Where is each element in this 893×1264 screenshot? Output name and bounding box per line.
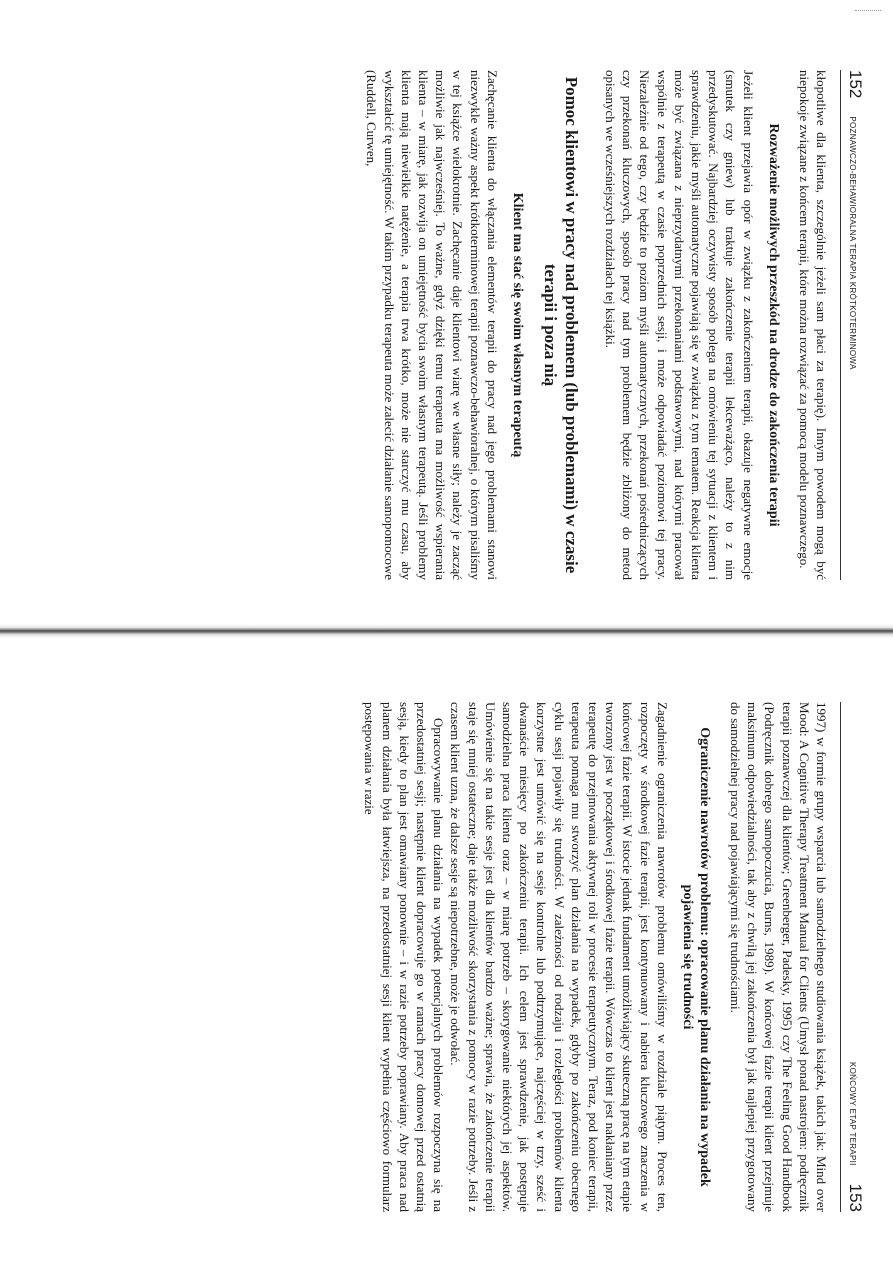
running-head-title: KOŃCOWY ETAP TERAPII [848,1061,857,1166]
paragraph: Jeżeli klient przejawia opór w związku z zakończeniem terapii, okazuje negatywne emocje (smutek czy gniew) lub traktuje zakończenie terapii lekceważąco, należy to z nim przedyskutować. Najbardziej oczywisty sposób polega na omówieniu tej sytuacji z klientem i sprawdzeniu, jakie myśli automatyczne pojawiają się w związku z tym tematem. Reakcja klienta może być związana z nieprzydatnymi przekonaniami podstawowymi, nad którymi pracował wspólnie z terapeutą w czasie poprzednich sesji, i może odpowiadać poziomowi tej pracy. Niezależnie od tego, czy będzie to poziom myśli automatycznych, przekonań pośredniczących czy przekonań kluczowych, sposób pracy nad tym problemem będzie zbliżony do metod opisanych we wcześniejszych rozdziałach tej książki. [602,70,756,580]
running-head-title: POZNAWCZO-BEHAWIORALNA TERAPIA KRÓTKOTERMINOWA [848,116,857,370]
section-heading: Rozważenie możliwych przeszkód na drodze do zakończenia terapii [765,123,781,527]
chapter-section-heading: Pomoc klientowi w pracy nad problemem (lub problemami) w czasie terapii i poza nią [540,76,581,574]
running-head-152 [840,70,865,580]
paragraph: 1997) w formie grupy wsparcia lub samodzielnego studiowania książek, takich jak: Mind over Mood: A Cognitive Therapy Treatment Manual for Clients (Umysł ponad nastrojem: podręcznik terapii poznawczej dla klientów; Greenberger, Padesky, 1995) czy The Feeling Good Handbook (Podręcznik dobrego samopoczucia, Burns, 1989). W końcowej fazie terapii klient przejmuje maksimum odpowiedzialności, tak aby z chwilą jej zakończenia był jak najlepiej przygotowany do samodzielnej pracy nad pojawiającymi się trudnościami. [727,702,829,1212]
running-head-153 [840,702,865,1212]
page-number: 153 [846,1183,865,1212]
paragraph: Zagadnienie ograniczenia nawrotów problemu omówiliśmy w rozdziale piątym. Proces ten, rozpoczęty w środkowej fazie terapii, jest kontynuowany i nabiera kluczowego znaczenia w końcowej fazie terapii. W istocie jednak fundament umożliwiający skuteczną pracę na tym etapie tworzony jest w początkowej i środkowej fazie terapii. Wówczas to klient jest nakłaniany przez terapeutę do przejmowania aktywnej roli w procesie terapeutycznym. Teraz, pod koniec terapii, terapeuta pomaga mu stworzyć plan działania na wypadek, gdyby po zakończeniu obecnego cyklu sesji pojawiły się trudności. W zależności od rodzaju i rozległości problemów klienta korzystne jest umówić się na sesje kontrolne lub podtrzymujące, najczęściej w trzy, sześć i dwanaście miesięcy po zakończeniu terapii. Ich celem jest sprawdzenie, jak postępuje samodzielna praca klienta oraz – w miarę potrzeb – skorygowanie niektórych jej aspektów. Umówienie się na takie sesje jest dla klientów bardzo ważne; sprawia, że zakończenie terapii staje się mniej ostateczne; daje także możliwość skorzystania z pomocy w razie potrzeby. Jeśli z czasem klient uzna, że dalsze sesje są niepotrzebne, może je odwołać. [448,702,670,1212]
page-number: 152 [846,70,865,99]
paragraph: kłopotliwe dla klienta, szczególnie jeżeli sam płaci za terapię). Innym powodem mogą być niepokoje związane z końcem terapii, które można rozwiązać za pomocą modelu poznawczego. [796,70,829,580]
section-heading: Klient ma stać się swoim własnym terapeutą [509,192,525,458]
page-153 [0,632,893,1264]
paragraph: Zachęcanie klienta do włączania elementów terapii do pracy nad jego problemami stanowi niezwykle ważny aspekt krótkoterminowej terapii poznawczo-behawioralnej, o którym pisaliśmy w tej książce wielokrotnie. Zachęcanie daje klientowi wiarę we własne siły; należy je zacząć możliwie jak najwcześniej. To ważne, gdyż dzięki temu terapeuta ma możliwość wspierania klienta – w miarę, jak rozwija on umiejętność bycia swoim własnym terapeutą. Jeśli problemy klienta mają niewielkie natężenie, a terapia trwa krótko, może nie starczyć mu czasu, aby wykształcić tę umiejętność. W takim przypadku terapeuta może zalecić działanie samopomocowe (Ruddell, Curwen, [364,70,500,580]
section-heading: Ograniczenie nawrotów problemu: opracowanie planu działania na wypadek pojawienia się trudności [679,727,712,1187]
paragraph: Opracowywanie planu działania na wypadek potencjalnych problemów rozpoczyna się na przedostatniej sesji; następnie klient dopracowuje go w ramach pracy domowej przed ostatnią sesją, kiedy to plan jest omawiany ponownie – i w razie potrzeby poprawiany. Aby praca nad planem działania była łatwiejsza, na przedostatniej sesji klient wypełnia częściowo formularz postępowania w razie [362,702,447,1212]
